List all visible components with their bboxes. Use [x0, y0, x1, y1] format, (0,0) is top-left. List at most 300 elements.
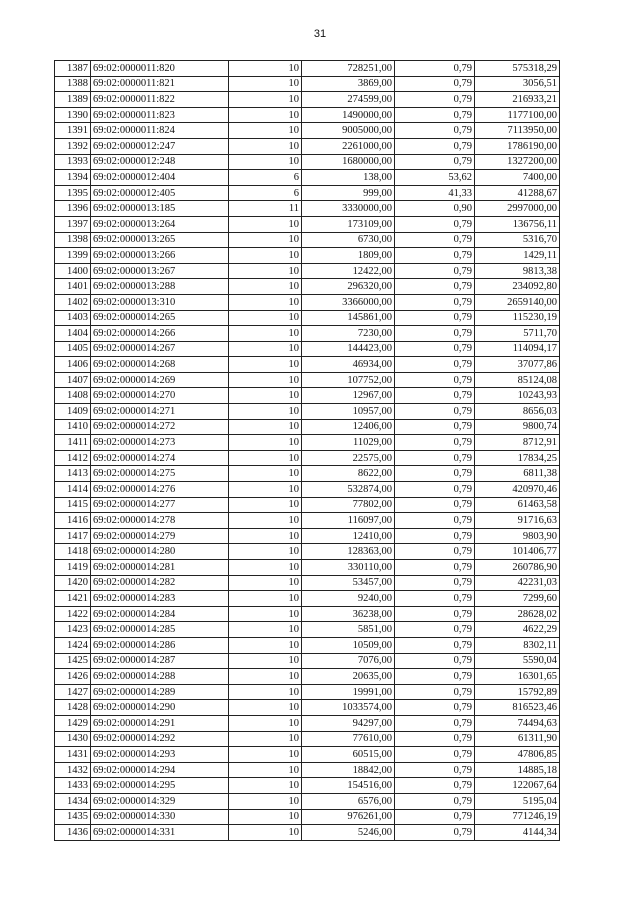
row-number-cell: 1434 [55, 793, 91, 809]
cadastral-number-cell: 69:02:0000014:282 [91, 575, 229, 591]
row-number-cell: 1418 [55, 544, 91, 560]
page-number: 31 [313, 28, 327, 40]
table-row [55, 404, 560, 420]
cadastral-number-cell: 69:02:0000012:247 [91, 138, 229, 154]
cadastral-value-cell: 6576,00 [302, 793, 395, 809]
table-row [55, 591, 560, 607]
result-value-cell: 816523,46 [475, 700, 560, 716]
cadastral-value-cell: 154516,00 [302, 778, 395, 794]
row-number-cell: 1399 [55, 248, 91, 264]
table-row [55, 357, 560, 373]
group-code-cell: 10 [229, 731, 302, 747]
result-value-cell: 122067,64 [475, 778, 560, 794]
group-code-cell: 10 [229, 248, 302, 264]
result-value-cell: 115230,19 [475, 310, 560, 326]
coefficient-cell: 0,79 [395, 560, 475, 576]
table-row [55, 731, 560, 747]
row-number-cell: 1405 [55, 341, 91, 357]
group-code-cell: 10 [229, 528, 302, 544]
cadastral-value-cell: 36238,00 [302, 606, 395, 622]
group-code-cell: 10 [229, 123, 302, 139]
coefficient-cell: 0,79 [395, 497, 475, 513]
result-value-cell: 2659140,00 [475, 294, 560, 310]
cadastral-number-cell: 69:02:0000014:284 [91, 606, 229, 622]
cadastral-value-cell: 7076,00 [302, 653, 395, 669]
cadastral-value-cell: 53457,00 [302, 575, 395, 591]
cadastral-value-cell: 532874,00 [302, 482, 395, 498]
row-number-cell: 1426 [55, 669, 91, 685]
result-value-cell: 61311,90 [475, 731, 560, 747]
cadastral-value-cell: 145861,00 [302, 310, 395, 326]
group-code-cell: 10 [229, 809, 302, 825]
result-value-cell: 85124,08 [475, 372, 560, 388]
table-row [55, 793, 560, 809]
result-value-cell: 16301,65 [475, 669, 560, 685]
row-number-cell: 1423 [55, 622, 91, 638]
result-value-cell: 10243,93 [475, 388, 560, 404]
row-number-cell: 1421 [55, 591, 91, 607]
cadastral-number-cell: 69:02:0000012:248 [91, 154, 229, 170]
row-number-cell: 1395 [55, 185, 91, 201]
cadastral-number-cell: 69:02:0000011:822 [91, 92, 229, 108]
row-number-cell: 1389 [55, 92, 91, 108]
table-row [55, 201, 560, 217]
coefficient-cell: 0,79 [395, 825, 475, 841]
table-row [55, 715, 560, 731]
group-code-cell: 10 [229, 263, 302, 279]
coefficient-cell: 0,79 [395, 778, 475, 794]
coefficient-cell: 0,79 [395, 279, 475, 295]
coefficient-cell: 0,79 [395, 466, 475, 482]
result-value-cell: 1327200,00 [475, 154, 560, 170]
table-body [55, 61, 560, 841]
table-row [55, 778, 560, 794]
row-number-cell: 1394 [55, 170, 91, 186]
row-number-cell: 1407 [55, 372, 91, 388]
cadastral-value-cell: 2261000,00 [302, 138, 395, 154]
cadastral-number-cell: 69:02:0000014:272 [91, 419, 229, 435]
group-code-cell: 10 [229, 715, 302, 731]
row-number-cell: 1388 [55, 76, 91, 92]
cadastral-number-cell: 69:02:0000014:285 [91, 622, 229, 638]
cadastral-value-cell: 3366000,00 [302, 294, 395, 310]
coefficient-cell: 0,79 [395, 715, 475, 731]
cadastral-value-cell: 128363,00 [302, 544, 395, 560]
cadastral-value-cell: 10957,00 [302, 404, 395, 420]
cadastral-number-cell: 69:02:0000014:291 [91, 715, 229, 731]
table-row [55, 388, 560, 404]
table-row [55, 341, 560, 357]
group-code-cell: 10 [229, 232, 302, 248]
row-number-cell: 1415 [55, 497, 91, 513]
result-value-cell: 8712,91 [475, 435, 560, 451]
table-row [55, 747, 560, 763]
coefficient-cell: 0,79 [395, 61, 475, 77]
cadastral-number-cell: 69:02:0000014:273 [91, 435, 229, 451]
row-number-cell: 1393 [55, 154, 91, 170]
coefficient-cell: 0,79 [395, 404, 475, 420]
cadastral-number-cell: 69:02:0000014:279 [91, 528, 229, 544]
coefficient-cell: 41,33 [395, 185, 475, 201]
cadastral-value-cell: 10509,00 [302, 637, 395, 653]
row-number-cell: 1392 [55, 138, 91, 154]
cadastral-number-cell: 69:02:0000014:292 [91, 731, 229, 747]
group-code-cell: 10 [229, 637, 302, 653]
group-code-cell: 10 [229, 513, 302, 529]
group-code-cell: 10 [229, 154, 302, 170]
group-code-cell: 10 [229, 793, 302, 809]
coefficient-cell: 53,62 [395, 170, 475, 186]
group-code-cell: 10 [229, 591, 302, 607]
coefficient-cell: 0,79 [395, 388, 475, 404]
cadastral-number-cell: 69:02:0000011:820 [91, 61, 229, 77]
cadastral-number-cell: 69:02:0000014:295 [91, 778, 229, 794]
result-value-cell: 101406,77 [475, 544, 560, 560]
cadastral-value-cell: 728251,00 [302, 61, 395, 77]
result-value-cell: 4144,34 [475, 825, 560, 841]
table-row [55, 825, 560, 841]
row-number-cell: 1424 [55, 637, 91, 653]
result-value-cell: 1177100,00 [475, 107, 560, 123]
result-value-cell: 8656,03 [475, 404, 560, 420]
row-number-cell: 1406 [55, 357, 91, 373]
table-row [55, 450, 560, 466]
cadastral-value-cell: 5246,00 [302, 825, 395, 841]
table-row [55, 684, 560, 700]
result-value-cell: 15792,89 [475, 684, 560, 700]
group-code-cell: 10 [229, 497, 302, 513]
group-code-cell: 10 [229, 825, 302, 841]
cadastral-number-cell: 69:02:0000014:269 [91, 372, 229, 388]
cadastral-value-cell: 60515,00 [302, 747, 395, 763]
cadastral-number-cell: 69:02:0000014:329 [91, 793, 229, 809]
cadastral-number-cell: 69:02:0000014:274 [91, 450, 229, 466]
cadastral-number-cell: 69:02:0000014:281 [91, 560, 229, 576]
coefficient-cell: 0,79 [395, 637, 475, 653]
result-value-cell: 4622,29 [475, 622, 560, 638]
coefficient-cell: 0,79 [395, 809, 475, 825]
cadastral-number-cell: 69:02:0000013:185 [91, 201, 229, 217]
group-code-cell: 10 [229, 216, 302, 232]
result-value-cell: 114094,17 [475, 341, 560, 357]
row-number-cell: 1409 [55, 404, 91, 420]
group-code-cell: 10 [229, 684, 302, 700]
cadastral-number-cell: 69:02:0000014:286 [91, 637, 229, 653]
group-code-cell: 11 [229, 201, 302, 217]
table-row [55, 482, 560, 498]
result-value-cell: 61463,58 [475, 497, 560, 513]
result-value-cell: 1786190,00 [475, 138, 560, 154]
cadastral-value-cell: 9240,00 [302, 591, 395, 607]
result-value-cell: 5316,70 [475, 232, 560, 248]
group-code-cell: 10 [229, 747, 302, 763]
cadastral-number-cell: 69:02:0000014:283 [91, 591, 229, 607]
table-row [55, 216, 560, 232]
result-value-cell: 9803,90 [475, 528, 560, 544]
cadastral-value-cell: 77610,00 [302, 731, 395, 747]
cadastral-value-cell: 173109,00 [302, 216, 395, 232]
coefficient-cell: 0,79 [395, 310, 475, 326]
table-row [55, 185, 560, 201]
coefficient-cell: 0,79 [395, 747, 475, 763]
coefficient-cell: 0,79 [395, 513, 475, 529]
row-number-cell: 1435 [55, 809, 91, 825]
cadastral-number-cell: 69:02:0000014:330 [91, 809, 229, 825]
group-code-cell: 10 [229, 92, 302, 108]
group-code-cell: 10 [229, 778, 302, 794]
row-number-cell: 1417 [55, 528, 91, 544]
result-value-cell: 9813,38 [475, 263, 560, 279]
row-number-cell: 1429 [55, 715, 91, 731]
group-code-cell: 10 [229, 279, 302, 295]
group-code-cell: 10 [229, 606, 302, 622]
cadastral-number-cell: 69:02:0000014:268 [91, 357, 229, 373]
coefficient-cell: 0,79 [395, 419, 475, 435]
coefficient-cell: 0,79 [395, 731, 475, 747]
row-number-cell: 1412 [55, 450, 91, 466]
coefficient-cell: 0,79 [395, 76, 475, 92]
coefficient-cell: 0,79 [395, 107, 475, 123]
cadastral-value-cell: 3330000,00 [302, 201, 395, 217]
table-row [55, 76, 560, 92]
table-row [55, 544, 560, 560]
table-row [55, 170, 560, 186]
row-number-cell: 1403 [55, 310, 91, 326]
cadastral-number-cell: 69:02:0000011:821 [91, 76, 229, 92]
cadastral-value-cell: 12410,00 [302, 528, 395, 544]
cadastral-number-cell: 69:02:0000014:278 [91, 513, 229, 529]
cadastral-value-cell: 11029,00 [302, 435, 395, 451]
table-row [55, 61, 560, 77]
cadastral-value-cell: 116097,00 [302, 513, 395, 529]
coefficient-cell: 0,79 [395, 341, 475, 357]
row-number-cell: 1404 [55, 326, 91, 342]
row-number-cell: 1396 [55, 201, 91, 217]
coefficient-cell: 0,79 [395, 294, 475, 310]
row-number-cell: 1391 [55, 123, 91, 139]
group-code-cell: 10 [229, 326, 302, 342]
cadastral-value-cell: 12422,00 [302, 263, 395, 279]
row-number-cell: 1398 [55, 232, 91, 248]
row-number-cell: 1414 [55, 482, 91, 498]
row-number-cell: 1427 [55, 684, 91, 700]
result-value-cell: 5590,04 [475, 653, 560, 669]
result-value-cell: 17834,25 [475, 450, 560, 466]
cadastral-value-cell: 5851,00 [302, 622, 395, 638]
cadastral-value-cell: 7230,00 [302, 326, 395, 342]
cadastral-value-cell: 1809,00 [302, 248, 395, 264]
cadastral-value-cell: 19991,00 [302, 684, 395, 700]
group-code-cell: 10 [229, 341, 302, 357]
cadastral-number-cell: 69:02:0000012:404 [91, 170, 229, 186]
table-row [55, 263, 560, 279]
cadastral-value-cell: 3869,00 [302, 76, 395, 92]
row-number-cell: 1431 [55, 747, 91, 763]
group-code-cell: 10 [229, 575, 302, 591]
cadastral-number-cell: 69:02:0000013:267 [91, 263, 229, 279]
coefficient-cell: 0,79 [395, 123, 475, 139]
coefficient-cell: 0,79 [395, 248, 475, 264]
coefficient-cell: 0,79 [395, 372, 475, 388]
table-row [55, 419, 560, 435]
result-value-cell: 37077,86 [475, 357, 560, 373]
result-value-cell: 9800,74 [475, 419, 560, 435]
coefficient-cell: 0,79 [395, 450, 475, 466]
cadastral-number-cell: 69:02:0000012:405 [91, 185, 229, 201]
cadastral-number-cell: 69:02:0000014:280 [91, 544, 229, 560]
table-row [55, 622, 560, 638]
table-row [55, 700, 560, 716]
group-code-cell: 10 [229, 388, 302, 404]
row-number-cell: 1390 [55, 107, 91, 123]
row-number-cell: 1410 [55, 419, 91, 435]
group-code-cell: 10 [229, 404, 302, 420]
row-number-cell: 1411 [55, 435, 91, 451]
group-code-cell: 10 [229, 450, 302, 466]
group-code-cell: 10 [229, 76, 302, 92]
table-row [55, 466, 560, 482]
group-code-cell: 10 [229, 622, 302, 638]
coefficient-cell: 0,79 [395, 793, 475, 809]
result-value-cell: 7400,00 [475, 170, 560, 186]
coefficient-cell: 0,79 [395, 482, 475, 498]
coefficient-cell: 0,79 [395, 92, 475, 108]
group-code-cell: 6 [229, 170, 302, 186]
coefficient-cell: 0,79 [395, 326, 475, 342]
table-row [55, 560, 560, 576]
table-row [55, 513, 560, 529]
table-row [55, 372, 560, 388]
coefficient-cell: 0,79 [395, 232, 475, 248]
row-number-cell: 1420 [55, 575, 91, 591]
row-number-cell: 1387 [55, 61, 91, 77]
table-row [55, 310, 560, 326]
cadastral-number-cell: 69:02:0000014:288 [91, 669, 229, 685]
cadastral-value-cell: 18842,00 [302, 762, 395, 778]
group-code-cell: 10 [229, 482, 302, 498]
table-row [55, 154, 560, 170]
coefficient-cell: 0,79 [395, 154, 475, 170]
result-value-cell: 575318,29 [475, 61, 560, 77]
row-number-cell: 1428 [55, 700, 91, 716]
result-value-cell: 7113950,00 [475, 123, 560, 139]
result-value-cell: 6811,38 [475, 466, 560, 482]
row-number-cell: 1432 [55, 762, 91, 778]
result-value-cell: 136756,11 [475, 216, 560, 232]
result-value-cell: 771246,19 [475, 809, 560, 825]
table-row [55, 435, 560, 451]
group-code-cell: 10 [229, 419, 302, 435]
cadastral-value-cell: 1680000,00 [302, 154, 395, 170]
cadastral-number-cell: 69:02:0000014:267 [91, 341, 229, 357]
cadastral-number-cell: 69:02:0000014:275 [91, 466, 229, 482]
cadastral-value-cell: 12967,00 [302, 388, 395, 404]
coefficient-cell: 0,79 [395, 528, 475, 544]
group-code-cell: 10 [229, 310, 302, 326]
result-value-cell: 5195,04 [475, 793, 560, 809]
cadastral-number-cell: 69:02:0000011:824 [91, 123, 229, 139]
result-value-cell: 41288,67 [475, 185, 560, 201]
coefficient-cell: 0,79 [395, 762, 475, 778]
table-row [55, 606, 560, 622]
group-code-cell: 10 [229, 653, 302, 669]
row-number-cell: 1400 [55, 263, 91, 279]
row-number-cell: 1433 [55, 778, 91, 794]
cadastral-number-cell: 69:02:0000011:823 [91, 107, 229, 123]
result-value-cell: 28628,02 [475, 606, 560, 622]
coefficient-cell: 0,79 [395, 591, 475, 607]
cadastral-value-cell: 12406,00 [302, 419, 395, 435]
cadastral-number-cell: 69:02:0000014:265 [91, 310, 229, 326]
group-code-cell: 10 [229, 372, 302, 388]
cadastral-value-cell: 22575,00 [302, 450, 395, 466]
cadastral-value-cell: 1033574,00 [302, 700, 395, 716]
table-row [55, 762, 560, 778]
coefficient-cell: 0,79 [395, 435, 475, 451]
coefficient-cell: 0,79 [395, 263, 475, 279]
coefficient-cell: 0,79 [395, 544, 475, 560]
group-code-cell: 10 [229, 560, 302, 576]
table-row [55, 653, 560, 669]
result-value-cell: 42231,03 [475, 575, 560, 591]
group-code-cell: 6 [229, 185, 302, 201]
table-row [55, 138, 560, 154]
cadastral-number-cell: 69:02:0000014:270 [91, 388, 229, 404]
cadastral-value-cell: 9005000,00 [302, 123, 395, 139]
table-row [55, 669, 560, 685]
group-code-cell: 10 [229, 762, 302, 778]
cadastral-number-cell: 69:02:0000013:264 [91, 216, 229, 232]
row-number-cell: 1436 [55, 825, 91, 841]
group-code-cell: 10 [229, 466, 302, 482]
row-number-cell: 1422 [55, 606, 91, 622]
cadastral-number-cell: 69:02:0000014:276 [91, 482, 229, 498]
cadastral-number-cell: 69:02:0000014:293 [91, 747, 229, 763]
row-number-cell: 1430 [55, 731, 91, 747]
group-code-cell: 10 [229, 107, 302, 123]
group-code-cell: 10 [229, 435, 302, 451]
table-row [55, 575, 560, 591]
result-value-cell: 234092,80 [475, 279, 560, 295]
cadastral-value-cell: 976261,00 [302, 809, 395, 825]
table-row [55, 279, 560, 295]
result-value-cell: 1429,11 [475, 248, 560, 264]
table-row [55, 123, 560, 139]
data-table [54, 60, 560, 841]
group-code-cell: 10 [229, 357, 302, 373]
table-row [55, 294, 560, 310]
row-number-cell: 1397 [55, 216, 91, 232]
result-value-cell: 3056,51 [475, 76, 560, 92]
coefficient-cell: 0,79 [395, 606, 475, 622]
table-row [55, 92, 560, 108]
group-code-cell: 10 [229, 61, 302, 77]
table-row [55, 809, 560, 825]
group-code-cell: 10 [229, 700, 302, 716]
cadastral-number-cell: 69:02:0000014:266 [91, 326, 229, 342]
coefficient-cell: 0,79 [395, 138, 475, 154]
cadastral-number-cell: 69:02:0000014:294 [91, 762, 229, 778]
table-row [55, 326, 560, 342]
cadastral-number-cell: 69:02:0000013:288 [91, 279, 229, 295]
cadastral-value-cell: 107752,00 [302, 372, 395, 388]
result-value-cell: 420970,46 [475, 482, 560, 498]
result-value-cell: 47806,85 [475, 747, 560, 763]
cadastral-value-cell: 94297,00 [302, 715, 395, 731]
result-value-cell: 5711,70 [475, 326, 560, 342]
result-value-cell: 74494,63 [475, 715, 560, 731]
cadastral-number-cell: 69:02:0000014:331 [91, 825, 229, 841]
